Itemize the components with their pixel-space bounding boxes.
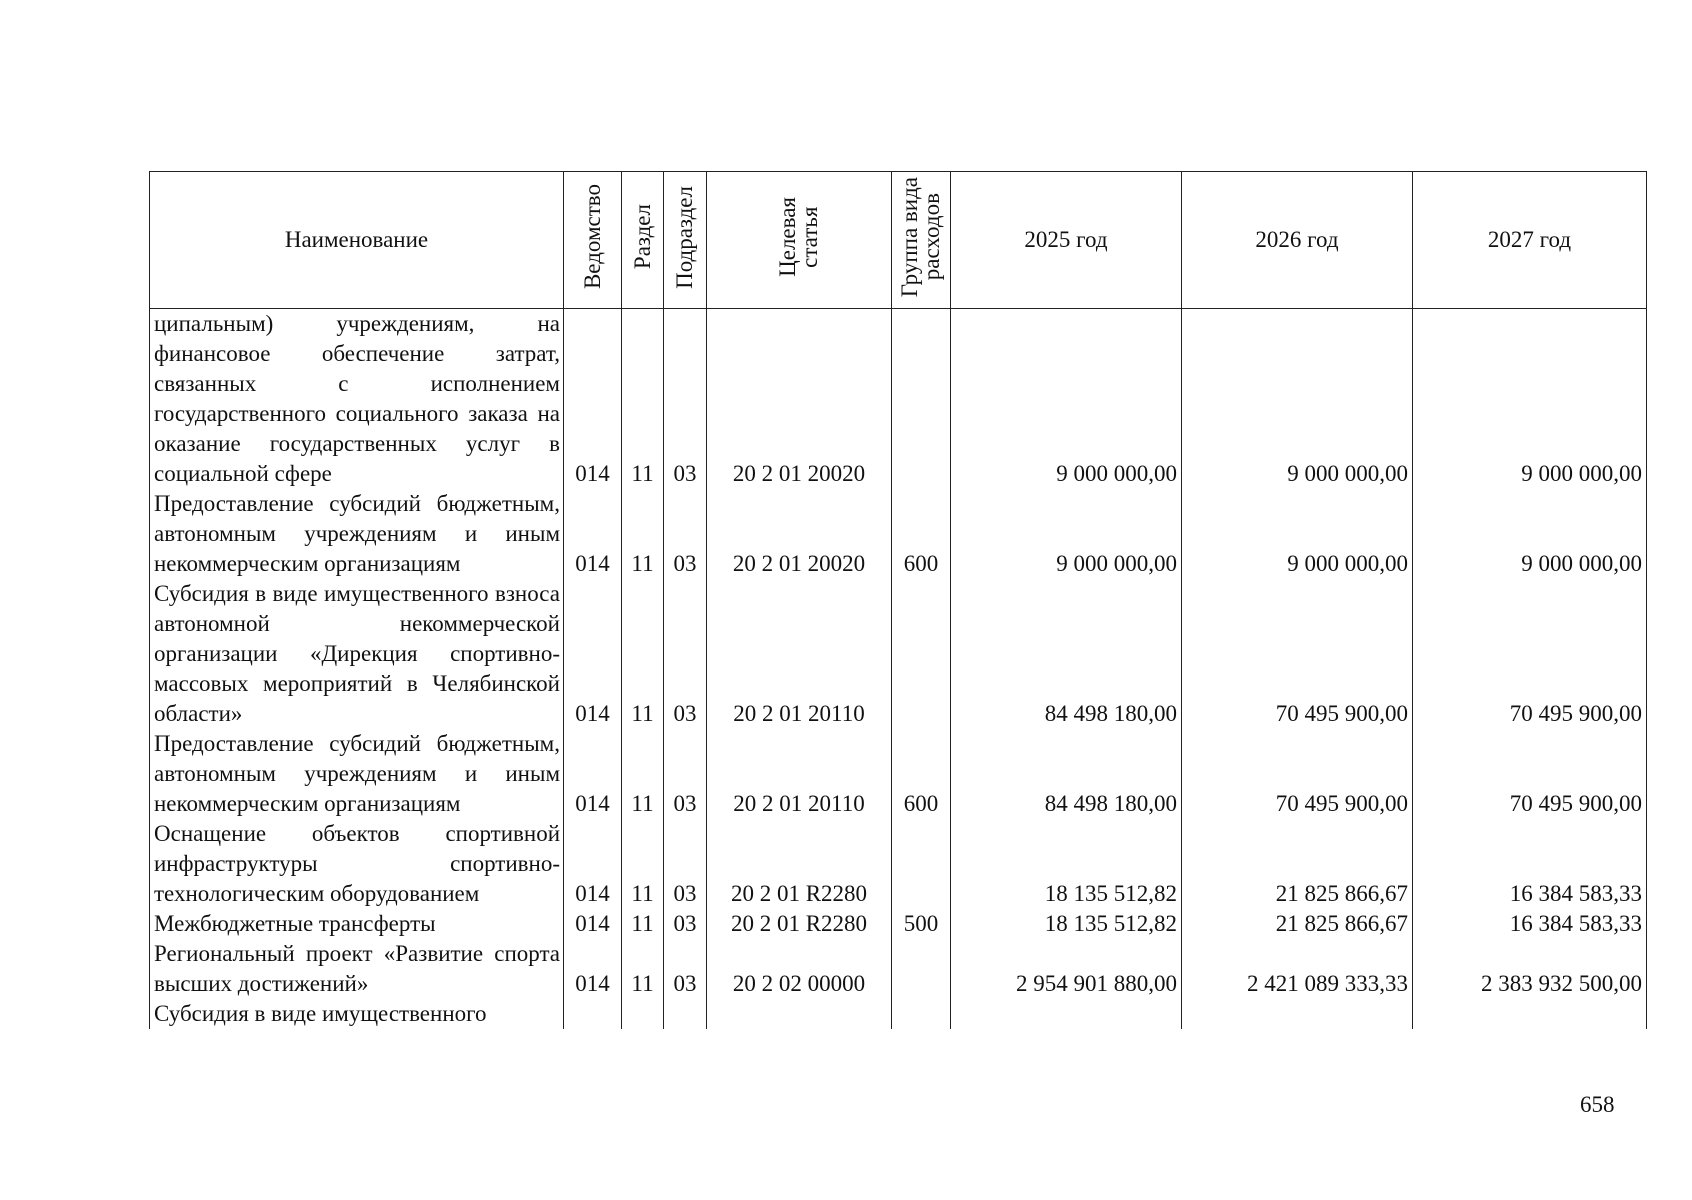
row-razdel: 11 bbox=[622, 729, 664, 819]
row-celevaya: 20 2 01 20110 bbox=[707, 729, 892, 819]
row-2027: 2 383 932 500,00 bbox=[1413, 939, 1647, 999]
header-name-text: Наименование bbox=[284, 227, 429, 252]
row-name: Предоставление субсидий бюджетным, автономным учреждениям и иным некоммерческим организациям bbox=[150, 729, 564, 819]
row-2025: 18 135 512,82 bbox=[951, 819, 1182, 909]
row-2027: 70 495 900,00 bbox=[1413, 579, 1647, 729]
row-2025: 84 498 180,00 bbox=[951, 579, 1182, 729]
row-vedomstvo: 014 bbox=[564, 939, 622, 999]
row-name: Межбюджетные трансферты bbox=[150, 909, 564, 939]
row-podrazdel: 03 bbox=[664, 819, 707, 909]
row-name: ципальным) учреждениям, на финансовое обеспечение затрат, связанных с исполнением государственного социального заказа на оказание государственных услуг в социальной сфере bbox=[150, 309, 564, 490]
row-celevaya: 20 2 01 20020 bbox=[707, 309, 892, 490]
header-gruppa-text bbox=[899, 177, 943, 297]
row-2025: 84 498 180,00 bbox=[951, 729, 1182, 819]
header-2027-text: 2027 год bbox=[1487, 227, 1572, 252]
row-2026: 21 825 866,67 bbox=[1182, 819, 1413, 909]
row-2026: 21 825 866,67 bbox=[1182, 909, 1413, 939]
row-2026 bbox=[1182, 999, 1413, 1029]
row-podrazdel bbox=[664, 999, 707, 1029]
table-row bbox=[150, 309, 1647, 490]
table-row bbox=[150, 579, 1647, 729]
row-celevaya: 20 2 01 R2280 bbox=[707, 909, 892, 939]
row-2027: 16 384 583,33 bbox=[1413, 819, 1647, 909]
header-2025 bbox=[951, 172, 1182, 309]
row-2026: 9 000 000,00 bbox=[1182, 489, 1413, 579]
row-gruppa bbox=[892, 939, 951, 999]
table-body bbox=[150, 309, 1647, 1030]
table-row bbox=[150, 819, 1647, 909]
row-vedomstvo: 014 bbox=[564, 309, 622, 490]
row-podrazdel: 03 bbox=[664, 579, 707, 729]
row-celevaya: 20 2 01 20020 bbox=[707, 489, 892, 579]
row-vedomstvo: 014 bbox=[564, 729, 622, 819]
header-podrazdel-text: Подраздел bbox=[672, 185, 697, 289]
row-gruppa: 600 bbox=[892, 489, 951, 579]
row-celevaya: 20 2 01 20110 bbox=[707, 579, 892, 729]
header-razdel-text: Раздел bbox=[629, 204, 655, 270]
header-2026-text: 2026 год bbox=[1255, 227, 1339, 252]
row-2026: 70 495 900,00 bbox=[1182, 729, 1413, 819]
header-gruppa-line1: Группа вида bbox=[897, 176, 922, 298]
row-vedomstvo: 014 bbox=[564, 909, 622, 939]
row-2027: 70 495 900,00 bbox=[1413, 729, 1647, 819]
header-razdel bbox=[622, 172, 664, 309]
row-razdel: 11 bbox=[622, 819, 664, 909]
row-vedomstvo bbox=[564, 999, 622, 1029]
row-celevaya: 20 2 02 00000 bbox=[707, 939, 892, 999]
row-gruppa bbox=[892, 309, 951, 490]
header-vedomstvo-text: Ведомство bbox=[579, 184, 605, 290]
row-2026: 70 495 900,00 bbox=[1182, 579, 1413, 729]
header-gruppa bbox=[892, 172, 951, 309]
row-celevaya bbox=[707, 999, 892, 1029]
header-name bbox=[150, 172, 564, 309]
row-name: Субсидия в виде имущественного взноса автономной некоммерческой организации «Дирекция спортивно-массовых мероприятий в Челябинской области» bbox=[150, 579, 564, 729]
row-name: Оснащение объектов спортивной инфраструктуры спортивно-технологическим оборудованием bbox=[150, 819, 564, 909]
row-gruppa bbox=[892, 819, 951, 909]
row-vedomstvo: 014 bbox=[564, 819, 622, 909]
table-row bbox=[150, 489, 1647, 579]
header-celevaya-text bbox=[777, 197, 821, 277]
row-2027: 9 000 000,00 bbox=[1413, 489, 1647, 579]
row-podrazdel: 03 bbox=[664, 909, 707, 939]
row-razdel: 11 bbox=[622, 909, 664, 939]
row-podrazdel: 03 bbox=[664, 489, 707, 579]
row-vedomstvo: 014 bbox=[564, 489, 622, 579]
row-razdel: 11 bbox=[622, 579, 664, 729]
row-razdel: 11 bbox=[622, 489, 664, 579]
table-row bbox=[150, 729, 1647, 819]
row-2025 bbox=[951, 999, 1182, 1029]
row-2025: 9 000 000,00 bbox=[951, 309, 1182, 490]
page-number: 658 bbox=[1580, 1092, 1615, 1117]
header-2027 bbox=[1413, 172, 1647, 309]
table-row bbox=[150, 909, 1647, 939]
row-2025: 9 000 000,00 bbox=[951, 489, 1182, 579]
row-vedomstvo: 014 bbox=[564, 579, 622, 729]
row-name: Предоставление субсидий бюджетным, автономным учреждениям и иным некоммерческим организациям bbox=[150, 489, 564, 579]
row-gruppa bbox=[892, 999, 951, 1029]
header-2025-text: 2025 год bbox=[1024, 227, 1108, 252]
header-gruppa-line2: расходов bbox=[919, 193, 944, 281]
row-podrazdel: 03 bbox=[664, 729, 707, 819]
row-celevaya: 20 2 01 R2280 bbox=[707, 819, 892, 909]
row-razdel: 11 bbox=[622, 939, 664, 999]
row-gruppa: 600 bbox=[892, 729, 951, 819]
table-header bbox=[150, 172, 1647, 309]
header-celevaya-line1: Целевая bbox=[775, 197, 800, 277]
row-2025: 2 954 901 880,00 bbox=[951, 939, 1182, 999]
row-2026: 9 000 000,00 bbox=[1182, 309, 1413, 490]
row-2027 bbox=[1413, 999, 1647, 1029]
budget-table bbox=[149, 171, 1647, 1029]
row-name: Региональный проект «Развитие спорта высших достижений» bbox=[150, 939, 564, 999]
row-gruppa: 500 bbox=[892, 909, 951, 939]
header-podrazdel bbox=[664, 172, 707, 309]
header-vedomstvo bbox=[564, 172, 622, 309]
table-row bbox=[150, 939, 1647, 999]
row-gruppa bbox=[892, 579, 951, 729]
row-podrazdel: 03 bbox=[664, 309, 707, 490]
header-celevaya bbox=[707, 172, 892, 309]
row-2027: 16 384 583,33 bbox=[1413, 909, 1647, 939]
row-podrazdel: 03 bbox=[664, 939, 707, 999]
row-razdel bbox=[622, 999, 664, 1029]
header-celevaya-line2: статья bbox=[797, 206, 822, 268]
row-2027: 9 000 000,00 bbox=[1413, 309, 1647, 490]
row-razdel: 11 bbox=[622, 309, 664, 490]
header-2026 bbox=[1182, 172, 1413, 309]
row-2025: 18 135 512,82 bbox=[951, 909, 1182, 939]
row-name: Субсидия в виде имущественного bbox=[150, 999, 564, 1029]
table-row bbox=[150, 999, 1647, 1029]
row-2026: 2 421 089 333,33 bbox=[1182, 939, 1413, 999]
